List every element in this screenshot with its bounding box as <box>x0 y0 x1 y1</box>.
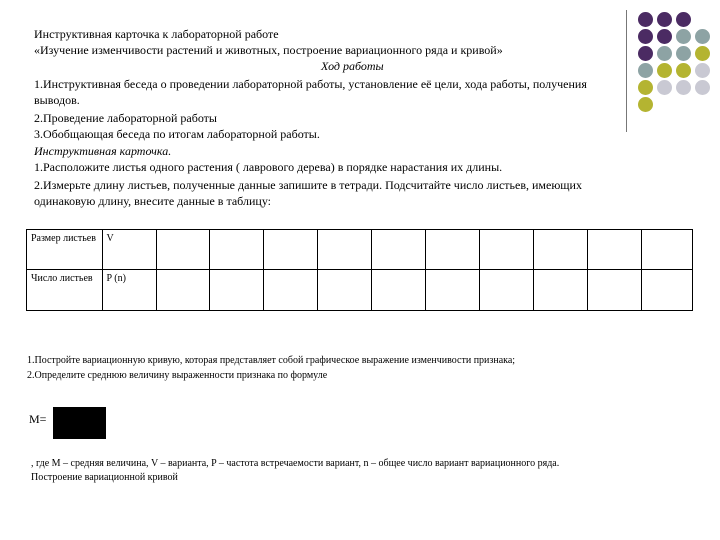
step-1-continuation: выводов. <box>34 93 80 107</box>
table-cell <box>372 230 426 270</box>
decorative-dot <box>676 46 691 61</box>
step-1-text: 1.Инструктивная беседа о проведении лабораторной работы, установление её цели, хода работы, получения <box>34 77 587 91</box>
decorative-dot <box>638 46 653 61</box>
decorative-dot <box>638 12 653 27</box>
table-cell <box>642 230 693 270</box>
table-cell <box>210 230 264 270</box>
task-curve: 1.Постройте вариационную кривую, которая представляет собой графическое выражение изменчивости признака; <box>27 355 516 366</box>
row-label-count: Число листьев <box>27 270 103 311</box>
section-subtitle: Ход работы <box>321 59 384 73</box>
table-cell <box>588 270 642 311</box>
decorative-dot <box>638 29 653 44</box>
decorative-dot <box>695 63 710 78</box>
instruction-2: 2.Измерьте длину листьев, полученные данные запишите в тетради. Подсчитайте число листьев, имеющих <box>34 178 582 192</box>
formula-label: M= <box>29 412 47 426</box>
table-cell <box>480 270 534 311</box>
formula-legend: , где М – средняя величина, V – варианта, P – частота встречаемости вариант, n – общее число вариант вариационного ряда. <box>31 458 560 469</box>
decorative-dot <box>657 29 672 44</box>
table-cell <box>318 270 372 311</box>
table-cell <box>534 230 588 270</box>
instruction-2-continuation: одинаковую длину, внесите данные в таблицу: <box>34 194 271 208</box>
symbol-v: V <box>102 230 156 270</box>
decorative-dot <box>676 29 691 44</box>
instruction-1: 1.Расположите листья одного растения ( лаврового дерева) в порядке нарастания их длины. <box>34 160 503 174</box>
decorative-dot <box>676 12 691 27</box>
step-3-text: 3.Обобщающая беседа по итогам лабораторной работы. <box>34 127 320 141</box>
symbol-p: P (n) <box>102 270 156 311</box>
table-cell <box>156 230 210 270</box>
curve-heading: Построение вариационной кривой <box>31 472 178 483</box>
decorative-dot <box>638 97 653 112</box>
decorative-dot <box>695 46 710 61</box>
table-cell <box>426 230 480 270</box>
row-label-size: Размер листьев <box>27 230 103 270</box>
step-2-text: 2.Проведение лабораторной работы <box>34 111 217 125</box>
data-table <box>26 229 693 311</box>
decorative-dot <box>657 80 672 95</box>
decorative-dot <box>676 63 691 78</box>
card-heading: Инструктивная карточка к лабораторной работе <box>34 27 279 41</box>
table-cell <box>426 270 480 311</box>
decorative-dot <box>657 46 672 61</box>
table-cell <box>480 230 534 270</box>
table-cell <box>372 270 426 311</box>
decorative-dot <box>657 63 672 78</box>
table-row <box>27 230 693 270</box>
decorative-dot <box>695 29 710 44</box>
divider-line <box>626 10 627 132</box>
decorative-dot <box>676 80 691 95</box>
table-row <box>27 270 693 311</box>
table-cell <box>642 270 693 311</box>
work-title: «Изучение изменчивости растений и животных, построение вариационного ряда и кривой» <box>34 43 503 57</box>
card-subtitle: Инструктивная карточка. <box>34 144 172 158</box>
decorative-dot <box>695 80 710 95</box>
table-cell <box>534 270 588 311</box>
decorative-dot <box>657 12 672 27</box>
table-cell <box>264 230 318 270</box>
table-cell <box>588 230 642 270</box>
table-cell <box>318 230 372 270</box>
table-cell <box>210 270 264 311</box>
table-cell <box>264 270 318 311</box>
formula-image <box>53 407 106 439</box>
decorative-dot <box>638 80 653 95</box>
decorative-dot <box>638 63 653 78</box>
task-average: 2.Определите среднюю величину выраженности признака по формуле <box>27 370 328 381</box>
table-cell <box>156 270 210 311</box>
